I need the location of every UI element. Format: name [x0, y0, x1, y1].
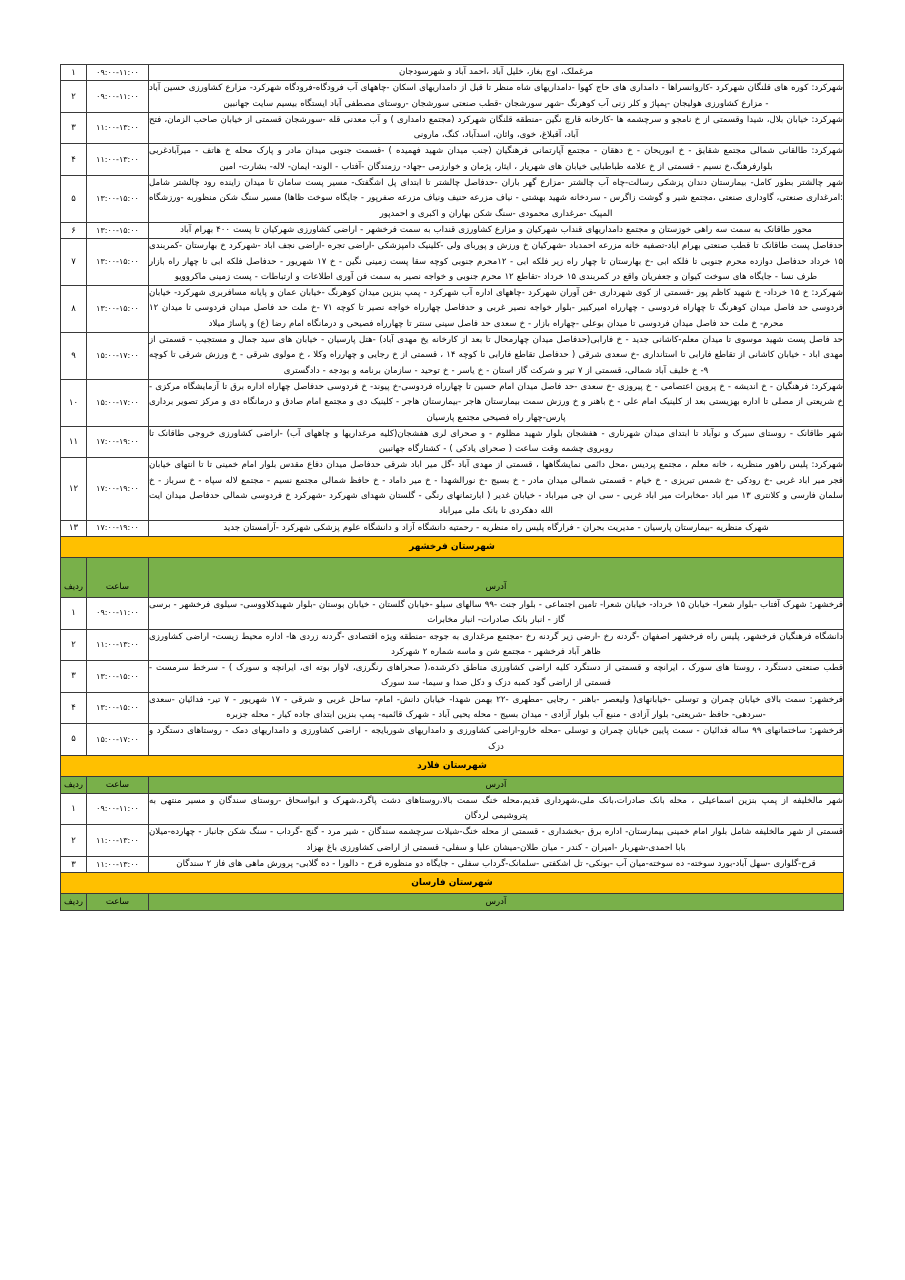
table-row — [61, 176, 844, 223]
column-header-address: آدرس — [149, 894, 844, 911]
cell-time: ۱۱:۰۰-۱۳:۰۰ — [87, 144, 149, 176]
cell-time: ۰۹:۰۰-۱۱:۰۰ — [87, 65, 149, 81]
section-header-row — [61, 873, 844, 894]
cell-row-number: ۴ — [61, 692, 87, 724]
table-row — [61, 458, 844, 520]
cell-time: ۱۵:۰۰-۱۷:۰۰ — [87, 333, 149, 380]
cell-time: ۱۳:۰۰-۱۵:۰۰ — [87, 692, 149, 724]
cell-row-number: ۱۲ — [61, 458, 87, 520]
table-body — [61, 65, 844, 911]
cell-address: فرخشهر: ساختمانهای ۹۹ ساله فدائیان - سمت پایین خیابان چمران و توسلی -محله خارو-اراضی کشاورزی و دامداریهای شوربایجه - اراضی کشاورزی و دامداریهای دمک - روستاهای دستگرد و دزک — [149, 724, 844, 756]
cell-row-number: ۹ — [61, 333, 87, 380]
cell-row-number: ۲ — [61, 825, 87, 857]
cell-time: ۰۹:۰۰-۱۱:۰۰ — [87, 793, 149, 825]
table-row — [61, 65, 844, 81]
cell-time: ۱۳:۰۰-۱۵:۰۰ — [87, 239, 149, 286]
cell-address: شهرکرد: طالقانی شمالی مجتمع شقایق - خ ابوریحان - خ دهقان - مجتمع آپارتمانی فرهنگیان (جنب میدان شهید فهمیده ) -قسمت جنوبی میدان مادر و پارک محله خ هاتف - میرآبادغربی بلوارفرهنگ،خ نسیم - قسمتی از خ علامه طباطبایی خیابان های شهریار ، ایثار، پژمان و خوارزمی -جهاد- رزمندگان -آفتاب - الوند- ایمان- لاله- بشارت- امین — [149, 144, 844, 176]
table-row — [61, 520, 844, 536]
table-row — [61, 222, 844, 238]
section-title: شهرستان فلارد — [61, 755, 844, 776]
cell-row-number: ۲ — [61, 81, 87, 113]
cell-time: ۰۹:۰۰-۱۱:۰۰ — [87, 81, 149, 113]
column-header-address: آدرس — [149, 557, 844, 597]
cell-row-number: ۷ — [61, 239, 87, 286]
column-header-row-number: ردیف — [61, 557, 87, 597]
table-row — [61, 112, 844, 144]
column-header-row — [61, 894, 844, 911]
cell-address: فرخشهر: شهرک آفتاب -بلوار شعرا- خیابان ۱۵ خرداد- خیابان شعرا- تامین اجتماعی - بلوار جنت -۹۹ سالهای سیلو -خیابان گلستان - خیابان بوستان -بلوار شهیدکلاووسی- سیلوی فرخشهر - برسی گاز - انبار بانک صادرات- انبار مخابرات — [149, 597, 844, 629]
cell-time: ۱۱:۰۰-۱۳:۰۰ — [87, 629, 149, 661]
section-title: شهرستان فرخشهر — [61, 536, 844, 557]
cell-time: ۱۱:۰۰-۱۳:۰۰ — [87, 857, 149, 873]
cell-address: شهر چالشتر بطور کامل- بیمارستان دندان پزشکی رسالت-چاه آب چالشتر -مزارع گهر باران -حدفاصل چالشتر تا ابتدای پل اشگفتک- مسیر پست سامان تا میدان زاینده رود چالشتر شامل :امرغداری صنعتی، گاوداری صنعتی ،مجتمع شیر و گوشت زاگرس - سردخانه شهید بهشتی - نیاف مزرعه حنیف ونیاف مزرعه صفرپور - جایگاه سوخت ظاها) مسیر سنگ شکن منظوربه -ورزشگاه المپیک -مرغداری محمودی -سنگ شکن بهاران و اکبری و احمدپور — [149, 176, 844, 223]
cell-address: حدفاصل پست طاقانک تا قطب صنعتی بهرام اباد-تصفیه خانه مزرعه احمدباد -شهرکیان خ ورزش و پوربای ولی -کلینیک دامپزشکی -اراضی تجره -اراضی نجف اباد -شهرکرد خ بهارستان -کمربندی ۱۵ خرداد حدفاصل دوازده محرم جنوبی تا فلکه ابی -خ بهارستان تا چهار راه زیر فلکه ابی - ۱۲محرم جنوبی کوچه سقا پست زمینی نگین - خ ۱۷ شهریور - حدفاصل فلکه ابی تا چهار راه بازار طرف نسا - جایگاه های سوخت کیوان و جعفریان واقع در کمربندی ۱۵ خرداد -تقاطع ۱۲ محرم جنوبی و خواجه نصیر به سمت فن آوری اطلاعات و ارتباطات - پست زمینی ماکروویو — [149, 239, 844, 286]
section-header-row — [61, 536, 844, 557]
cell-row-number: ۳ — [61, 857, 87, 873]
cell-row-number: ۵ — [61, 724, 87, 756]
cell-row-number: ۱ — [61, 793, 87, 825]
cell-time: ۱۵:۰۰-۱۷:۰۰ — [87, 724, 149, 756]
cell-time: ۱۳:۰۰-۱۵:۰۰ — [87, 222, 149, 238]
cell-time: ۱۷:۰۰-۱۹:۰۰ — [87, 458, 149, 520]
cell-time: ۱۳:۰۰-۱۵:۰۰ — [87, 176, 149, 223]
table-row — [61, 661, 844, 693]
table-row — [61, 144, 844, 176]
table-row — [61, 692, 844, 724]
cell-row-number: ۵ — [61, 176, 87, 223]
table-row — [61, 426, 844, 458]
column-header-time: ساعت — [87, 557, 149, 597]
cell-row-number: ۲ — [61, 629, 87, 661]
table-row — [61, 333, 844, 380]
cell-time: ۰۹:۰۰-۱۱:۰۰ — [87, 597, 149, 629]
cell-address: قسمتی از شهر مالخلیفه شامل بلوار امام خمینی بیمارستان- اداره برق -بخشداری - قسمتی از محله خنگ-شیلات سرچشمه سندگان - شیر مرد - گنج -گرداب - سنگ شکن جانباز - چهارده-میلان بابا احمدی-شهربار -امیران - کندر - میان طلان-میشان علیا و سفلی- قسمتی از اراضی کشاورزی باغ بهزاد — [149, 825, 844, 857]
cell-address: شهرکرد: خ ۱۵ خرداد- خ شهید کاظم پور -قسمتی از کوی شهرداری -فن آوران شهرکرد -چاههای اداره آب شهرکرد - پمپ بنزین میدان کوهرنگ -خیابان عمان و پایانه مسافربری شهرکرد- خیابان فردوسی حد فاصل میدان کوهرنگ تا چهاراه فردوسی - چهارراه امیرکبیر -بلوار خواجه نصیر غربی و حدفاصل چهارراه خواجه نصیر تا کوچه ۷۱ -خ ملت حد فاصل میدان فردوسی تا میدان ۱۲ محرم- خ ملت حد فاصل میدان فردوسی تا میدان بوعلی -چهاراه بازار - خ سعدی حد فاصل سینی سنتر تا چهارراه فصیحی و درمانگاه امام رضا (ع) و پاساژ میلاد — [149, 286, 844, 333]
cell-row-number: ۴ — [61, 144, 87, 176]
column-header-row-number: ردیف — [61, 776, 87, 793]
table-row — [61, 379, 844, 426]
cell-address: محور طاقانک به سمت سه راهی خوزستان و مجتمع دامداریهای قنداب شهرکیان و مزارع کشاورزی قنداب به سمت فرخشهر - اراضی کشاورزی شهرکیان تا پست ۴۰۰ بهرام آباد — [149, 222, 844, 238]
cell-time: ۱۳:۰۰-۱۵:۰۰ — [87, 286, 149, 333]
column-header-time: ساعت — [87, 776, 149, 793]
column-header-row — [61, 776, 844, 793]
table-row — [61, 286, 844, 333]
cell-row-number: ۱ — [61, 65, 87, 81]
cell-address: حد فاصل پست شهید موسوی تا میدان معلم-کاشانی جدید - خ فارابی(حدفاصل میدان چهارمحال تا بعد از کارخانه یخ مهدی آباد) -هتل پارسیان - خیابان های سید جمال و مستجیب - قسمتی از مهدی اباد - خیابان کاشانی از تقاطع فارابی تا استانداری -خ سعدی شرقی ( حدفاصل تقاطع فارابی تا کوچه ۱۴ ، قسمتی از خ رجایی و چهارراه وکلا ، خ مولوی شرقی - خ ورزش شرقی تا کوچه ۹- خ خلیف آباد شمالی، قسمتی از ۷ تیر و شرکت گاز استان - خ یاسر - خ توحید - سازمان برنامه و بودجه - دادگستری — [149, 333, 844, 380]
outage-schedule-sheet — [61, 64, 844, 911]
cell-row-number: ۱ — [61, 597, 87, 629]
column-header-row — [61, 557, 844, 597]
cell-row-number: ۳ — [61, 112, 87, 144]
cell-address: شهر مالخلیفه از پمپ بنزین اسماعیلی ، محله بانک صادرات،بانک ملی،شهرداری قدیم،محله خنگ سمت بالا،روستاهای دشت پاگرد،شهرک و ابواسحاق -روستای سندگان و مسیر منتهی به پتروشیمی لردگان — [149, 793, 844, 825]
cell-address: مرغملک، اوج بغاز، خلیل آباد ،احمد آباد و شهرسودجان — [149, 65, 844, 81]
outage-schedule-table — [60, 64, 844, 911]
cell-time: ۱۷:۰۰-۱۹:۰۰ — [87, 520, 149, 536]
cell-time: ۱۳:۰۰-۱۵:۰۰ — [87, 661, 149, 693]
cell-time: ۱۷:۰۰-۱۹:۰۰ — [87, 426, 149, 458]
cell-row-number: ۸ — [61, 286, 87, 333]
table-row — [61, 81, 844, 113]
section-header-row — [61, 755, 844, 776]
cell-time: ۱۱:۰۰-۱۳:۰۰ — [87, 825, 149, 857]
table-row — [61, 239, 844, 286]
column-header-row-number: ردیف — [61, 894, 87, 911]
table-row — [61, 724, 844, 756]
section-title: شهرستان فارسان — [61, 873, 844, 894]
cell-address: شهر طاقانک - روستای سیرک و نوآباد تا ابتدای میدان شهرناری - هفشجان بلوار شهید مظلوم - و صحرای لری هفشجان(کلیه مرغداریها و چاههای آب) -اراضی کشاورزی خروجی طاقانک تا روبروی چشمه وقت ساعت ( صحرای یادکی ) - کشتارگاه جهانبین — [149, 426, 844, 458]
cell-address: شهرکرد: فرهنگیان - خ اندیشه - خ پروین اعتصامی - خ پیروزی -خ سعدی -حد فاصل میدان امام حسین تا چهارراه فردوسی-خ پیوند- خ فردوسی حدفاصل چهاراه اداره برق تا آزمایشگاه مرکزی - خ شریعتی از مصلی تا اداره بهزیستی بعد از کلینیک امام علی - خ باهنر و خ ورزش سمت بیمارستان هاجر -بیمارستان هاجر - کلینیک دی و مجتمع امام صادق و درمانگاه دی و مرکز تصویر برداری پارس-چهار راه فصیحی مجتمع پارسیان — [149, 379, 844, 426]
cell-address: شهرک منظریه -بیمارستان پارسیان - مدیریت بحران - فرارگاه پلیس راه منظریه - رحمتیه دانشگاه آزاد و دانشگاه علوم پزشکی شهرکرد -آرامستان جدید — [149, 520, 844, 536]
cell-row-number: ۱۱ — [61, 426, 87, 458]
cell-address: شهرکرد: پلیس راهور منظریه ، خانه معلم ، مجتمع پردیس ،محل دائمی نمایشگاهها ، قسمتی از مهدی آباد -گل میر اباد شرقی حدفاصل میدان دفاع مقدس بلوار امام خمینی تا تا انتهای خیابان فجر میر اباد غربی -خ رودکی -خ شمس تبریزی - خ خیام - قسمتی شمالی میدان مادر - خ بسیج -خ نورالشهدا - خ میر داماد - خ حافظ شمالی مجتمع نسیم - مجتمع لاله سپاه - خ سرباز - خ سلمان فارسی و کلانتری ۱۳ میر اباد -مخابرات میر اباد غربی - سی ان جی میراباد - خیابان غدیر ( ابارتمانهای رنگی - گلستان شهدای شهرکرد -شهرکرد خ فردوسی شمالی حدفاصل میدان ایت الله دهکردی تا بانک ملی میراباد — [149, 458, 844, 520]
cell-address: شهرکرد: خیابان بلال، شیدا وقسمتی از خ نامجو و سرچشمه ها -کارخانه قارچ نگین -منطقه قلنگان شهرکرد (مجتمع دامداری ) و آب معدنی قله -سورشجان قسمتی از خیابان صاحب الزمان، فتح آباد، آقبلاغ، خوی، واثان، اسدآباد، کنگ، مارونی — [149, 112, 844, 144]
cell-row-number: ۱۳ — [61, 520, 87, 536]
table-row — [61, 793, 844, 825]
cell-address: فرخشهر: سمت بالای خیابان چمران و توسلی -خیابانهای( ولیعصر -باهنر - رجایی -مطهری -۲۲ بهمن شهدا- خیابان دانش- امام- ساحل غربی و شرقی - ۱۷ شهریور - ۷ تیر- فدائیان -سعدی -سردهی- حافظ -شریعتی- بلوار آزادی - منبع آب بلوار آزادی - میدان بسیج - محله یحیی آباد - شهرک قائمیه- پمپ بنزین ابتدای جاده کیار - محله جزبره — [149, 692, 844, 724]
column-header-address: آدرس — [149, 776, 844, 793]
cell-time: ۱۵:۰۰-۱۷:۰۰ — [87, 379, 149, 426]
cell-address: شهرکرد: کوره های قلنگان شهرکرد -کاروانسراها - دامداری های حاج کهوا -دامداریهای شاه منظر تا قبل از دامداریهای اسکان -چاههای آب فرودگاه-فرودگاه شهرکرد- مزارع کشاورزی حسین آباد - مزارع کشاورزی هولیجان -پمپاژ و کلر زنی آب کوهرنگ -شهر سورشجان -قطب صنعتی سورشجان -روستای مصطفی آباد ایستگاه بیسیم سایت جهانبین — [149, 81, 844, 113]
table-row — [61, 629, 844, 661]
cell-address: دانشگاه فرهنگیان فرخشهر، پلیس راه فرخشهر اصفهان -گردنه رخ -ارضی زیر گردنه رخ -مجتمع مرغداری به جوجه -منطقه ویژه اقتصادی -گردنه زردی ها- اداره محیط زیست- اراضی کشاورزی ظاهر آباد فرخشهر - مجتمع شن و ماسه شماره ۲ شهرکرد — [149, 629, 844, 661]
cell-row-number: ۶ — [61, 222, 87, 238]
cell-address: قرح-گلواری -سهل آباد-بورد سوخته- ده سوخته-میان آب -بونکی- تل اشکفتی -سلمانک-گرداب سفلی - جایگاه دو منظوره قرح - دالورا - ده گلابی- پرورش ماهی های فاز ۲ سندگان — [149, 857, 844, 873]
cell-row-number: ۱۰ — [61, 379, 87, 426]
table-row — [61, 825, 844, 857]
cell-row-number: ۳ — [61, 661, 87, 693]
table-row — [61, 597, 844, 629]
column-header-time: ساعت — [87, 894, 149, 911]
table-row — [61, 857, 844, 873]
cell-time: ۱۱:۰۰-۱۳:۰۰ — [87, 112, 149, 144]
cell-address: قطب صنعتی دستگرد ، روستا های سورک ، ایرانچه و قسمتی از دستگرد کلیه اراضی کشاورزی مناطق ذکرشده،( صحراهای رنگرزی، لاوار بوته ای، ایرانچه و سورک ) - سرخط سرمست - قسمتی از اراضی گود کمبه دزک و دکل صدا و سیما- سد سورک — [149, 661, 844, 693]
